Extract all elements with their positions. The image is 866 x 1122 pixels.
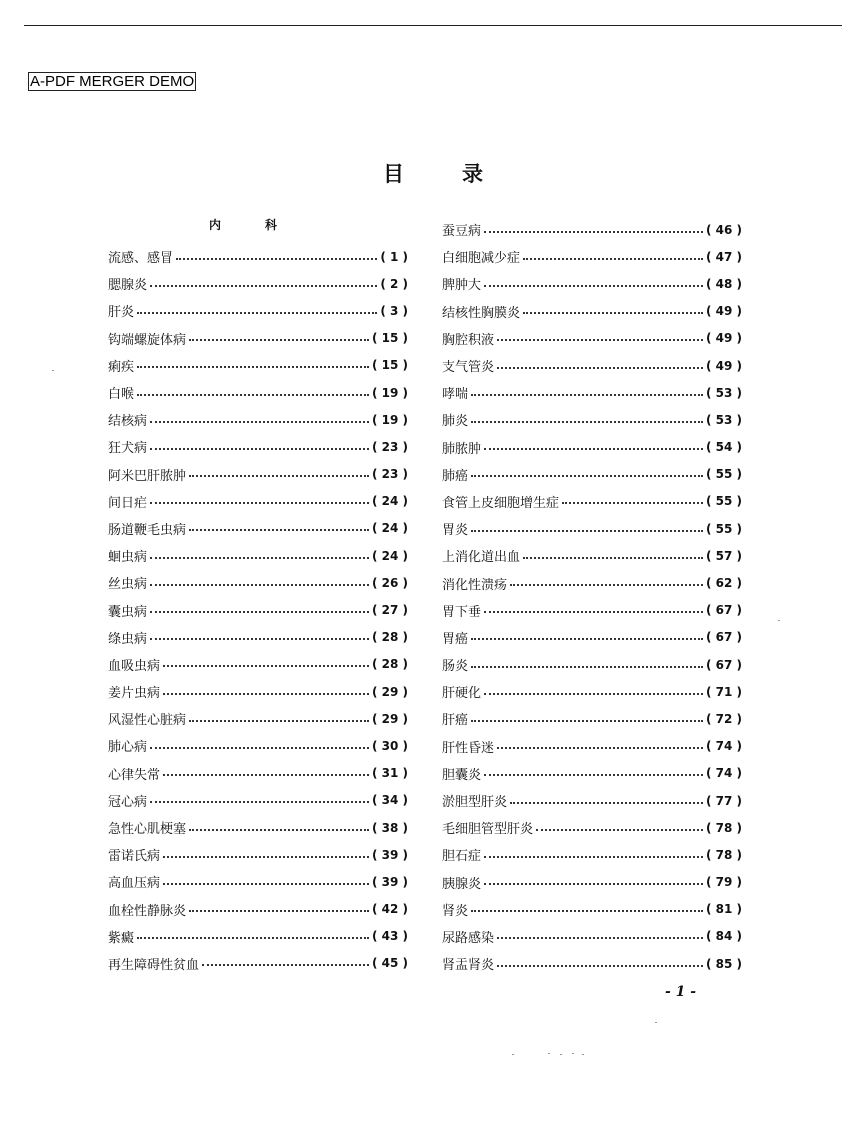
dot-leader bbox=[484, 231, 703, 233]
dot-leader bbox=[202, 964, 369, 966]
toc-entry bbox=[442, 760, 742, 787]
toc-entry-title: 冠心病 bbox=[108, 794, 148, 810]
dot-leader bbox=[484, 285, 703, 287]
toc-entry bbox=[442, 814, 742, 841]
toc-entry-title: 淤胆型肝炎 bbox=[442, 795, 508, 811]
toc-entry bbox=[108, 678, 408, 705]
toc-entry bbox=[442, 896, 742, 923]
toc-entry-page: ( 53 ) bbox=[705, 412, 742, 427]
toc-entry bbox=[108, 569, 408, 596]
toc-entry bbox=[442, 733, 742, 760]
dot-leader bbox=[471, 666, 703, 668]
dot-leader bbox=[189, 910, 369, 912]
dot-leader bbox=[562, 502, 703, 504]
toc-entry bbox=[108, 651, 408, 678]
toc-entry-title: 腮腺炎 bbox=[108, 278, 148, 294]
scan-speck bbox=[548, 1053, 550, 1054]
toc-entry-page: ( 67 ) bbox=[705, 603, 742, 618]
toc-entry-page: ( 23 ) bbox=[371, 467, 408, 482]
toc-entry-page: ( 39 ) bbox=[371, 874, 408, 889]
toc-entry-title: 风湿性心脏病 bbox=[108, 713, 187, 729]
dot-leader bbox=[471, 638, 703, 640]
dot-leader bbox=[137, 937, 369, 939]
toc-entry-title: 肺心病 bbox=[108, 740, 148, 756]
toc-entry bbox=[108, 705, 408, 732]
toc-entry-page: ( 78 ) bbox=[705, 847, 742, 862]
dot-leader bbox=[150, 638, 369, 640]
dot-leader bbox=[137, 312, 377, 314]
dot-leader bbox=[523, 557, 703, 559]
toc-entry bbox=[108, 379, 408, 406]
toc-entry-page: ( 19 ) bbox=[371, 412, 408, 427]
toc-entry-page: ( 48 ) bbox=[705, 276, 742, 291]
page-title bbox=[0, 158, 866, 188]
toc-entry-page: ( 54 ) bbox=[705, 440, 742, 455]
dot-leader bbox=[471, 421, 703, 423]
toc-entry-title: 肝硬化 bbox=[442, 686, 482, 702]
toc-entry bbox=[108, 923, 408, 950]
toc-entry bbox=[108, 433, 408, 460]
dot-leader bbox=[484, 856, 703, 858]
dot-leader bbox=[497, 367, 703, 369]
dot-leader bbox=[189, 475, 369, 477]
toc-entry bbox=[442, 216, 742, 243]
toc-entry-page: ( 84 ) bbox=[705, 929, 742, 944]
toc-entry-title: 囊虫病 bbox=[108, 604, 148, 620]
toc-entry bbox=[442, 542, 742, 569]
toc-entry-title: 肠道鞭毛虫病 bbox=[108, 522, 187, 538]
toc-entry-title: 阿米巴肝脓肿 bbox=[108, 468, 187, 484]
toc-entry-title: 上消化道出血 bbox=[442, 550, 521, 566]
scan-speck bbox=[655, 1022, 657, 1023]
toc-entry-page: ( 42 ) bbox=[371, 902, 408, 917]
dot-leader bbox=[150, 448, 369, 450]
toc-entry-title: 雷诺氏病 bbox=[108, 849, 161, 865]
page-title-char-2: 录 bbox=[462, 162, 483, 186]
toc-entry-title: 支气管炎 bbox=[442, 360, 495, 376]
toc-entry-page: ( 38 ) bbox=[371, 820, 408, 835]
toc-entry bbox=[108, 515, 408, 542]
toc-entry-title: 胰腺炎 bbox=[442, 876, 482, 892]
dot-leader bbox=[163, 774, 369, 776]
toc-entry-title: 血吸虫病 bbox=[108, 658, 161, 674]
toc-entry bbox=[108, 896, 408, 923]
toc-entry-title: 肾炎 bbox=[442, 903, 469, 919]
toc-entry-title: 姜片虫病 bbox=[108, 686, 161, 702]
toc-entry-title: 尿路感染 bbox=[442, 930, 495, 946]
dot-leader bbox=[150, 747, 369, 749]
toc-entry bbox=[108, 461, 408, 488]
toc-entry-page: ( 1 ) bbox=[380, 249, 408, 264]
dot-leader bbox=[471, 394, 703, 396]
toc-entry bbox=[442, 352, 742, 379]
toc-entry-title: 肾盂肾炎 bbox=[442, 958, 495, 974]
dot-leader bbox=[510, 802, 703, 804]
toc-right-column bbox=[442, 216, 742, 977]
dot-leader bbox=[189, 339, 369, 341]
dot-leader bbox=[150, 421, 369, 423]
toc-entry-page: ( 31 ) bbox=[371, 766, 408, 781]
toc-entry-title: 胆石症 bbox=[442, 849, 482, 865]
toc-entry bbox=[442, 787, 742, 814]
toc-entry bbox=[108, 787, 408, 814]
dot-leader bbox=[497, 937, 703, 939]
toc-entry-page: ( 71 ) bbox=[705, 684, 742, 699]
section-heading bbox=[108, 216, 408, 236]
toc-entry bbox=[108, 868, 408, 895]
dot-leader bbox=[523, 258, 703, 260]
toc-left-column bbox=[108, 216, 408, 977]
toc-entry-title: 肠炎 bbox=[442, 659, 469, 675]
toc-entry bbox=[442, 298, 742, 325]
toc-entry-page: ( 72 ) bbox=[705, 711, 742, 726]
toc-entry bbox=[108, 352, 408, 379]
scan-speck bbox=[582, 1054, 584, 1055]
toc-entry-title: 食管上皮细胞增生症 bbox=[442, 495, 560, 511]
top-rule bbox=[24, 25, 842, 26]
toc-entry-title: 高血压病 bbox=[108, 876, 161, 892]
toc-entry bbox=[442, 651, 742, 678]
toc-entry-page: ( 30 ) bbox=[371, 738, 408, 753]
section-heading-char-1: 内 bbox=[208, 218, 221, 232]
dot-leader bbox=[189, 829, 369, 831]
toc-entry-page: ( 29 ) bbox=[371, 684, 408, 699]
toc-entry-title: 胃炎 bbox=[442, 523, 469, 539]
toc-entry-title: 心律失常 bbox=[108, 767, 161, 783]
toc-entry-title: 肺癌 bbox=[442, 468, 469, 484]
toc-entry bbox=[108, 760, 408, 787]
toc-entry bbox=[442, 923, 742, 950]
toc-entry-page: ( 29 ) bbox=[371, 711, 408, 726]
toc-entry-page: ( 2 ) bbox=[380, 276, 408, 291]
dot-leader bbox=[484, 883, 703, 885]
toc-entry bbox=[108, 624, 408, 651]
toc-entry-page: ( 34 ) bbox=[371, 793, 408, 808]
dot-leader bbox=[471, 720, 703, 722]
toc-entry-page: ( 77 ) bbox=[705, 793, 742, 808]
toc-entry-title: 钩端螺旋体病 bbox=[108, 332, 187, 348]
toc-entry bbox=[442, 434, 742, 461]
toc-entry bbox=[442, 488, 742, 515]
dot-leader bbox=[189, 720, 369, 722]
toc-entry-page: ( 78 ) bbox=[705, 820, 742, 835]
toc-entry-title: 脾肿大 bbox=[442, 278, 482, 294]
toc-entry bbox=[108, 841, 408, 868]
toc-entry bbox=[442, 597, 742, 624]
toc-entry-page: ( 74 ) bbox=[705, 766, 742, 781]
toc-entry-page: ( 46 ) bbox=[705, 222, 742, 237]
dot-leader bbox=[484, 448, 703, 450]
page-number: - 1 - bbox=[665, 984, 697, 1000]
toc-entry-page: ( 24 ) bbox=[371, 494, 408, 509]
toc-entry-title: 肝癌 bbox=[442, 713, 469, 729]
toc-entry-title: 痢疾 bbox=[108, 359, 135, 375]
dot-leader bbox=[484, 611, 703, 613]
scan-speck bbox=[560, 1054, 562, 1055]
toc-entry-page: ( 85 ) bbox=[705, 956, 742, 971]
toc-entry-page: ( 43 ) bbox=[371, 929, 408, 944]
toc-entry bbox=[108, 814, 408, 841]
scan-speck bbox=[512, 1054, 514, 1055]
toc-entry bbox=[108, 488, 408, 515]
dot-leader bbox=[163, 665, 369, 667]
toc-entry-page: ( 15 ) bbox=[371, 331, 408, 346]
toc-entry-page: ( 67 ) bbox=[705, 630, 742, 645]
dot-leader bbox=[471, 530, 703, 532]
toc-entry-title: 绦虫病 bbox=[108, 631, 148, 647]
dot-leader bbox=[471, 910, 703, 912]
toc-entry-page: ( 55 ) bbox=[705, 494, 742, 509]
dot-leader bbox=[150, 557, 369, 559]
toc-entry-title: 胸腔积液 bbox=[442, 332, 495, 348]
toc-entry-page: ( 19 ) bbox=[371, 385, 408, 400]
toc-entry-page: ( 39 ) bbox=[371, 847, 408, 862]
toc-entry-title: 蛔虫病 bbox=[108, 550, 148, 566]
toc-entry bbox=[442, 461, 742, 488]
toc-entry-title: 紫癜 bbox=[108, 930, 135, 946]
toc-entry bbox=[442, 379, 742, 406]
toc-entry-page: ( 15 ) bbox=[371, 358, 408, 373]
dot-leader bbox=[497, 339, 703, 341]
toc-entry bbox=[442, 515, 742, 542]
toc-entry-page: ( 24 ) bbox=[371, 548, 408, 563]
toc-entry-title: 结核性胸膜炎 bbox=[442, 305, 521, 321]
dot-leader bbox=[150, 285, 377, 287]
toc-entry-page: ( 23 ) bbox=[371, 439, 408, 454]
dot-leader bbox=[163, 693, 369, 695]
dot-leader bbox=[189, 529, 369, 531]
scan-speck bbox=[52, 370, 54, 371]
toc-entry-page: ( 49 ) bbox=[705, 331, 742, 346]
toc-entry-page: ( 74 ) bbox=[705, 739, 742, 754]
dot-leader bbox=[484, 774, 703, 776]
dot-leader bbox=[510, 584, 703, 586]
toc-entry bbox=[442, 624, 742, 651]
toc-entry-title: 再生障碍性贫血 bbox=[108, 957, 200, 973]
toc-entry bbox=[108, 243, 408, 270]
dot-leader bbox=[484, 693, 703, 695]
scan-speck bbox=[572, 1053, 574, 1054]
toc-entry-page: ( 45 ) bbox=[371, 956, 408, 971]
toc-entry-title: 间日疟 bbox=[108, 495, 148, 511]
toc-entry-page: ( 49 ) bbox=[705, 358, 742, 373]
toc-entry bbox=[442, 678, 742, 705]
toc-entry-title: 丝虫病 bbox=[108, 577, 148, 593]
toc-entry bbox=[442, 841, 742, 868]
toc-entry-page: ( 47 ) bbox=[705, 249, 742, 264]
dot-leader bbox=[497, 747, 703, 749]
toc-entry-page: ( 49 ) bbox=[705, 304, 742, 319]
toc-entry bbox=[108, 732, 408, 759]
toc-entry-title: 肝炎 bbox=[108, 305, 135, 321]
toc-entry bbox=[442, 569, 742, 596]
scan-speck bbox=[778, 620, 780, 621]
toc-entry-page: ( 57 ) bbox=[705, 548, 742, 563]
toc-entry-title: 胃癌 bbox=[442, 631, 469, 647]
toc-entry-title: 急性心肌梗塞 bbox=[108, 822, 187, 838]
toc-entry-title: 流感、感冒 bbox=[108, 251, 174, 267]
toc-entry-page: ( 67 ) bbox=[705, 657, 742, 672]
toc-entry bbox=[108, 406, 408, 433]
toc-entry-page: ( 27 ) bbox=[371, 603, 408, 618]
toc-entry-page: ( 62 ) bbox=[705, 576, 742, 591]
dot-leader bbox=[471, 475, 703, 477]
toc-entry-page: ( 79 ) bbox=[705, 875, 742, 890]
toc-entry bbox=[442, 270, 742, 297]
toc-entry-page: ( 55 ) bbox=[705, 521, 742, 536]
toc-entry bbox=[442, 950, 742, 977]
toc-entry-page: ( 24 ) bbox=[371, 521, 408, 536]
dot-leader bbox=[536, 829, 703, 831]
dot-leader bbox=[137, 394, 369, 396]
toc-entry-title: 狂犬病 bbox=[108, 441, 148, 457]
toc-entry bbox=[442, 869, 742, 896]
dot-leader bbox=[150, 611, 369, 613]
dot-leader bbox=[163, 883, 369, 885]
toc-entry-title: 肺炎 bbox=[442, 414, 469, 430]
toc-entry-title: 消化性溃疡 bbox=[442, 577, 508, 593]
toc-entry bbox=[442, 243, 742, 270]
toc-entry-title: 毛细胆管型肝炎 bbox=[442, 822, 534, 838]
toc-entry bbox=[108, 270, 408, 297]
toc-entry-page: ( 81 ) bbox=[705, 902, 742, 917]
toc-entry-title: 白喉 bbox=[108, 387, 135, 403]
watermark-banner: A-PDF MERGER DEMO bbox=[30, 73, 195, 90]
toc-entry bbox=[108, 950, 408, 977]
toc-entry-title: 哮喘 bbox=[442, 387, 469, 403]
toc-entry bbox=[108, 325, 408, 352]
toc-entry-title: 结核病 bbox=[108, 414, 148, 430]
toc-entry-title: 血栓性静脉炎 bbox=[108, 903, 187, 919]
toc-entry-title: 蚕豆病 bbox=[442, 224, 482, 240]
section-heading-char-2: 科 bbox=[265, 218, 278, 232]
toc-entry-title: 肝性昏迷 bbox=[442, 740, 495, 756]
toc-entry-page: ( 28 ) bbox=[371, 657, 408, 672]
dot-leader bbox=[150, 801, 369, 803]
toc-entry-page: ( 26 ) bbox=[371, 575, 408, 590]
dot-leader bbox=[176, 258, 377, 260]
toc-entry-page: ( 28 ) bbox=[371, 630, 408, 645]
toc-entry-page: ( 3 ) bbox=[380, 303, 408, 318]
toc-entry bbox=[442, 705, 742, 732]
dot-leader bbox=[523, 312, 703, 314]
toc-entry-page: ( 55 ) bbox=[705, 467, 742, 482]
toc-entry bbox=[442, 406, 742, 433]
toc-entry bbox=[442, 325, 742, 352]
toc-entry-title: 胃下垂 bbox=[442, 604, 482, 620]
toc-entry-title: 胆囊炎 bbox=[442, 767, 482, 783]
page-title-char-1: 目 bbox=[383, 162, 404, 186]
dot-leader bbox=[137, 366, 369, 368]
toc-entry-title: 肺脓肿 bbox=[442, 441, 482, 457]
dot-leader bbox=[163, 856, 369, 858]
toc-entry bbox=[108, 542, 408, 569]
dot-leader bbox=[150, 584, 369, 586]
dot-leader bbox=[497, 965, 703, 967]
toc-entry-title: 白细胞减少症 bbox=[442, 251, 521, 267]
toc-entry-page: ( 53 ) bbox=[705, 385, 742, 400]
toc-entry bbox=[108, 297, 408, 324]
toc-entry bbox=[108, 596, 408, 623]
dot-leader bbox=[150, 502, 369, 504]
